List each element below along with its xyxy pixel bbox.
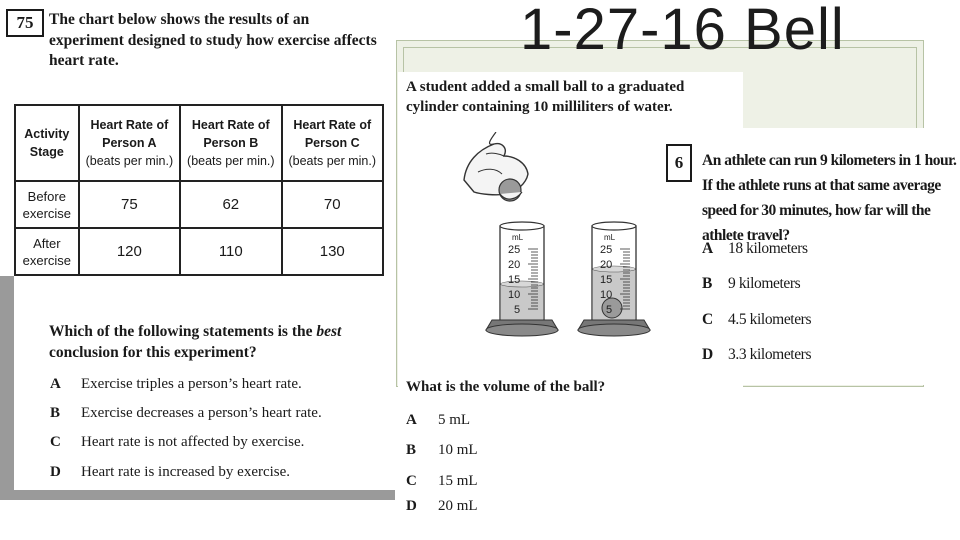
table-cell: 75 bbox=[79, 181, 180, 228]
svg-text:10: 10 bbox=[600, 289, 613, 301]
svg-text:20: 20 bbox=[508, 259, 521, 271]
question-6-stem: An athlete can run 9 kilometers in 1 hour. If the athlete runs at that same average speed for 30 minutes, how far will the athlete travel? bbox=[702, 152, 957, 244]
table-row bbox=[15, 228, 383, 275]
svg-text:5: 5 bbox=[514, 304, 521, 316]
question-number-6: 6 bbox=[666, 144, 692, 182]
question-75-stem: The chart below shows the results of an experiment designed to study how exercise affects heart rate. bbox=[49, 11, 377, 69]
table-header-person-b: Heart Rate of Person B (beats per min.) bbox=[180, 105, 281, 181]
table-row bbox=[15, 181, 383, 228]
table-cell: 130 bbox=[282, 228, 383, 275]
answer-choice-d[interactable]: D 3.3 kilometers bbox=[702, 346, 812, 363]
hand-illustration bbox=[464, 132, 528, 201]
table-cell-stage: Before exercise bbox=[15, 181, 79, 228]
question-number-75: 75 bbox=[6, 9, 44, 37]
table-cell: 70 bbox=[282, 181, 383, 228]
answer-choice-c[interactable]: C Heart rate is not affected by exercise. bbox=[50, 434, 305, 450]
table-cell-stage: After exercise bbox=[15, 228, 79, 275]
answer-choice-b[interactable]: B 10 mL bbox=[406, 442, 478, 458]
slide-title: 1-27-16 Bell bbox=[520, 0, 845, 62]
svg-text:15: 15 bbox=[508, 274, 521, 286]
svg-text:25: 25 bbox=[508, 244, 521, 256]
gray-bar-bottom bbox=[14, 490, 395, 500]
graduated-cylinders-illustration bbox=[456, 132, 656, 362]
svg-text:20: 20 bbox=[600, 259, 613, 271]
svg-text:10: 10 bbox=[508, 289, 521, 301]
question-5-stem: A student added a small ball to a graduated cylinder containing 10 milliliters of water. bbox=[406, 79, 685, 115]
svg-text:15: 15 bbox=[600, 274, 613, 286]
svg-text:mL: mL bbox=[512, 233, 524, 242]
table-cell: 120 bbox=[79, 228, 180, 275]
heart-rate-table bbox=[14, 104, 384, 276]
table-cell: 110 bbox=[180, 228, 281, 275]
answer-choice-a[interactable]: A Exercise triples a person’s heart rate. bbox=[50, 376, 302, 392]
question-75-panel bbox=[0, 0, 395, 540]
svg-text:25: 25 bbox=[600, 244, 613, 256]
svg-text:mL: mL bbox=[604, 233, 616, 242]
answer-choice-d[interactable]: D Heart rate is increased by exercise. bbox=[50, 464, 291, 480]
table-header-activity-stage: Activity Stage bbox=[15, 105, 79, 181]
table-cell: 62 bbox=[180, 181, 281, 228]
answer-choice-d[interactable]: D 20 mL bbox=[406, 498, 478, 514]
svg-text:5: 5 bbox=[606, 304, 613, 316]
question-6-panel bbox=[660, 128, 960, 385]
answer-choice-b[interactable]: B 9 kilometers bbox=[702, 275, 801, 292]
table-header-person-a: Heart Rate of Person A (beats per min.) bbox=[79, 105, 180, 181]
table-header-person-c: Heart Rate of Person C (beats per min.) bbox=[282, 105, 383, 181]
answer-choice-a[interactable]: A 5 mL bbox=[406, 412, 471, 428]
question-75-prompt: Which of the following statements is the best conclusion for this experiment? bbox=[49, 323, 342, 361]
answer-choice-a[interactable]: A 18 kilometers bbox=[702, 240, 808, 257]
answer-choice-c[interactable]: C 15 mL bbox=[406, 473, 478, 489]
answer-choice-c[interactable]: C 4.5 kilometers bbox=[702, 311, 812, 328]
gray-bar-left bbox=[0, 276, 14, 500]
question-5-prompt: What is the volume of the ball? bbox=[406, 379, 606, 395]
answer-choice-b[interactable]: B Exercise decreases a person’s heart rate. bbox=[50, 405, 322, 421]
